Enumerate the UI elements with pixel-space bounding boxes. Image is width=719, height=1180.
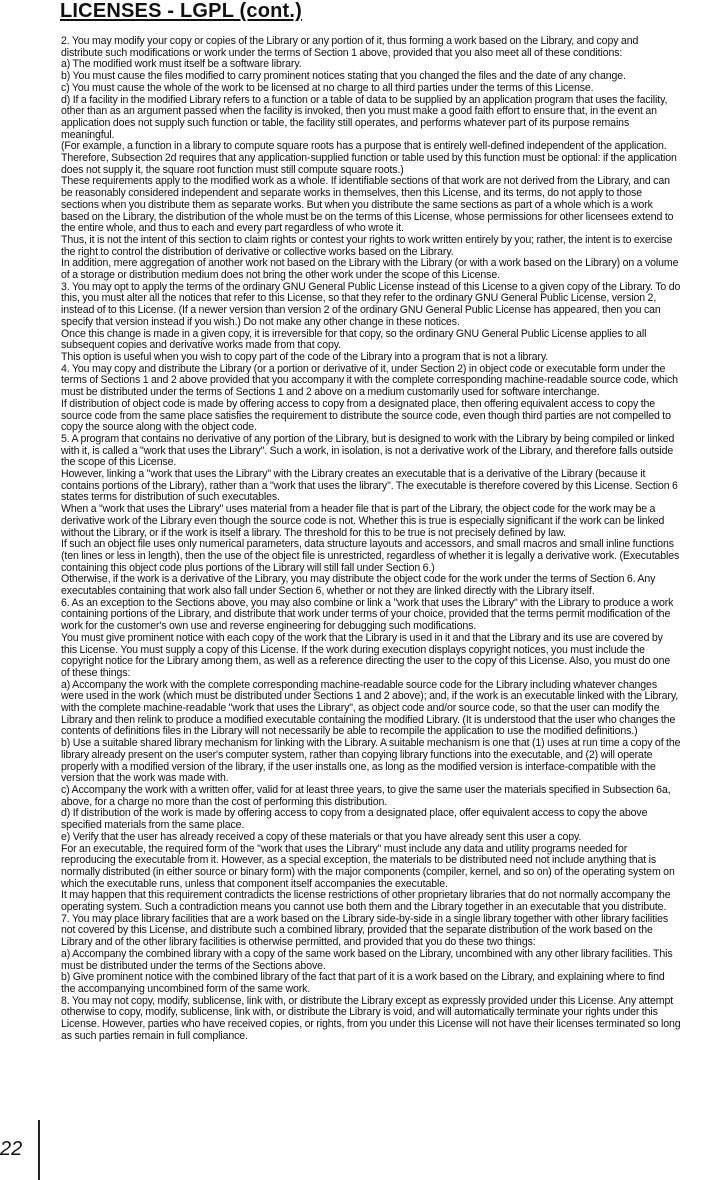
- paragraph-section-2: 2. You may modify your copy or copies of the Library or any portion of it, thus forming a work based on the Library, and copy and distribute such modifications or work under the terms of Section 1 above, provided that you also meet all of these conditions:: [61, 35, 639, 59]
- paragraph-5-otherwise: Otherwise, if the work is a derivative of the Library, you may distribute the object code for the work under the terms of Section 6. Any executables containing that work also fall under Section 6, whether or not they are linked directly with the Library itself.: [61, 573, 656, 598]
- paragraph-5-linking: However, linking a "work that uses the Library" with the Library creates an executable that is a derivative of the Library (because it contains portions of the Library), rather than a "work that uses the library". The executable is therefore covered by this License. Section 6 states terms for distribution of such executables.: [61, 468, 678, 504]
- page-edge-rule: [38, 1120, 40, 1180]
- paragraph-2d: d) If a facility in the modified Library refers to a function or a table of data to be supplied by an application program that uses the facility, other than as an argument passed when the facility is invoked, then you must make a good faith effort to ensure that, in the event an application does not supply such function or table, the facility still operates, and performs whatever part of its purpose remains meaningful.: [61, 93, 668, 141]
- page-title: LICENSES - LGPL (cont.): [60, 0, 303, 22]
- paragraph-6a: a) Accompany the work with the complete corresponding machine-readable source code for the Library including whatever changes were used in the work (which must be distributed under Sections 1 and 2 above); and, if the work is an executable linked with the Library, with the complete machine-readable "work that uses the Library", as object code and/or source code, so that the user can modify the Library and then relink to produce a modified executable containing the modified Library. (It is understood that the user who changes the contents of definitions files in the Library will not necessarily be able to recompile the application to use the modified definitions.): [61, 678, 679, 738]
- paragraph-6-executable: For an executable, the required form of the "work that uses the Library" must include any data and utility programs needed for reproducing the executable from it. However, as a special exception, the materials to be distributed need not include anything that is normally distributed (in either source or binary form) with the major components (compiler, kernel, and so on) of the operating system on which the executable runs, unless that component itself accompanies the executable.: [61, 842, 675, 890]
- paragraph-7a: a) Accompany the combined library with a copy of the same work based on the Library, uncombined with any other library facilities. This must be distributed under the terms of the Sections above.: [61, 947, 673, 972]
- page-number: 22: [0, 1138, 23, 1160]
- paragraph-2b: b) You must cause the files modified to carry prominent notices stating that you changed the files and the date of any change.: [61, 70, 626, 83]
- paragraph-section-8: 8. You may not copy, modify, sublicense, link with, or distribute the Library except as expressly provided under this License. Any attempt otherwise to copy, modify, sublicense, link with, or distribute the Library is void, and will automatically terminate your rights under this License. However, parties who have received copies, or rights, from you under this License will not have their licenses terminated so long as such parties remain in full compliance.: [61, 994, 681, 1042]
- paragraph-4-distribution: If distribution of object code is made by offering access to copy from a designated place, then offering equivalent access to copy the source code from the same place satisfies the requirement to distribute the source code, even though third parties are not compelled to copy the source along with the object code.: [61, 397, 671, 434]
- paragraph-2-intent: Thus, it is not the intent of this section to claim rights or contest your rights to work written entirely by you; rather, the intent is to exercise the right to control the distribution of derivative or collective works based on the Library.: [61, 233, 673, 258]
- paragraph-section-4: 4. You may copy and distribute the Library (or a portion or derivative of it, under Section 2) in object code or executable form under the terms of Sections 1 and 2 above provided that you accompany it with the complete corresponding machine-readable source code, which must be distributed under the terms of Sections 1 and 2 above on a medium customarily used for software interchange.: [61, 362, 678, 399]
- paragraph-6c: c) Accompany the work with a written offer, valid for at least three years, to give the same user the materials specified in Subsection 6a, above, for a charge no more than the cost of performing this distribution.: [61, 784, 671, 808]
- paragraph-6b: b) Use a suitable shared library mechanism for linking with the Library. A suitable mechanism is one that (1) uses at run time a copy of the library already present on the user's computer system, rather than copying library functions into the executable, and (2) will operate properly with a modified version of the library, if the user installs one, as long as the modified version is interface-compatible with the version that the work was made with.: [61, 737, 681, 785]
- paragraph-5-header-file: When a "work that uses the Library" uses material from a header file that is part of the Library, the object code for the work may be a derivative work of the Library even though the source code is not. Whether this is true is especially significant if the work can be linked without the Library, or if the work is itself a library. The threshold for this to be true is not precisely defined by law.: [61, 503, 665, 539]
- paragraph-section-6: 6. As an exception to the Sections above, you may also combine or link a "work that uses the Library" with the Library to produce a work containing portions of the Library, and distribute that work under terms of your choice, provided that the terms permit modification of the work for the customer's own use and reverse engineering for debugging such modifications.: [61, 596, 674, 633]
- paragraph-3-irreversible: Once this change is made in a given copy, it is irreversible for that copy, so the ordinary GNU General Public License applies to all subsequent copies and derivative works made from that copy.: [61, 327, 647, 352]
- paragraph-2a: a) The modified work must itself be a software library.: [61, 58, 302, 71]
- paragraph-section-7: 7. You may place library facilities that are a work based on the Library side-by-side in a single library together with other library facilities not covered by this License, and distribute such a combined library, provided that the separate distribution of the work based on the Library and of the other library facilities is otherwise permitted, and provided that you do these two things:: [61, 912, 669, 949]
- license-text-body: [61, 36, 681, 1042]
- paragraph-2-aggregation: In addition, mere aggregation of another work not based on the Library with the Library (or with a work based on the Library) on a volume of a storage or distribution medium does not bring the other work under the scope of this License.: [61, 257, 679, 282]
- paragraph-3-option: This option is useful when you wish to copy part of the code of the Library into a program that is not a library.: [61, 350, 549, 363]
- paragraph-6e: e) Verify that the user has already received a copy of these materials or that you have already sent this user a copy.: [61, 830, 582, 843]
- paragraph-5-object-file: If such an object file uses only numerical parameters, data structure layouts and accessors, and small macros and small inline functions (ten lines or less in length), then the use of the object file is unrestricted, regardless of whether it is legally a derivative work. (Executables containing this object code plus portions of the Library will still fall under Section 6.): [61, 538, 680, 574]
- paragraph-6d: d) If distribution of the work is made by offering access to copy from a designated place, offer equivalent access to copy the above specified materials from the same place.: [61, 807, 648, 832]
- paragraph-2c: c) You must cause the whole of the work to be licensed at no charge to all third parties under the terms of this License.: [61, 81, 594, 94]
- paragraph-6-contradiction: It may happen that this requirement contradicts the license restrictions of other proprietary libraries that do not normally accompany the operating system. Such a contradiction means you cannot use both them and the Library together in an executable that you distribute.: [61, 889, 671, 914]
- paragraph-2-example: (For example, a function in a library to compute square roots has a purpose that is entirely well-defined independent of the application. Therefore, Subsection 2d requires that any application-supplied function or table used by this function must be optional: if the application does not supply it, the square root function must still compute square roots.): [61, 140, 677, 176]
- paragraph-2-requirements: These requirements apply to the modified work as a whole. If identifiable sections of that work are not derived from the Library, and can be reasonably considered independent and separate works in themselves, then this License, and its terms, do not apply to those sections when you distribute them as separate works. But when you distribute the same sections as part of a whole which is a work based on the Library, the distribution of the whole must be on the terms of this License, whose permissions for other licensees extend to the entire whole, and thus to each and every part regardless of who wrote it.: [61, 175, 674, 235]
- paragraph-6-notice: You must give prominent notice with each copy of the work that the Library is used in it and that the Library and its use are covered by this License. You must supply a copy of this License. If the work during execution displays copyright notices, you must include the copyright notice for the Library among them, as well as a reference directing the user to the copy of this License. Also, you must do one of these things:: [61, 631, 671, 679]
- paragraph-section-5: 5. A program that contains no derivative of any portion of the Library, but is designed to work with the Library by being compiled or linked with it, is called a "work that uses the Library". Such a work, in isolation, is not a derivative work of the Library, and therefore falls outside the scope of this License.: [61, 432, 675, 469]
- paragraph-section-3: 3. You may opt to apply the terms of the ordinary GNU General Public License instead of this License to a given copy of the Library. To do this, you must alter all the notices that refer to this License, so that they refer to the ordinary GNU General Public License, version 2, instead of to this License. (If a newer version than version 2 of the ordinary GNU General Public License has appeared, then you can specify that version instead if you wish.) Do not make any other change in these notices.: [61, 280, 681, 328]
- paragraph-7b: b) Give prominent notice with the combined library of the fact that part of it is a work based on the Library, and explaining where to find the accompanying uncombined form of the same work.: [61, 971, 665, 995]
